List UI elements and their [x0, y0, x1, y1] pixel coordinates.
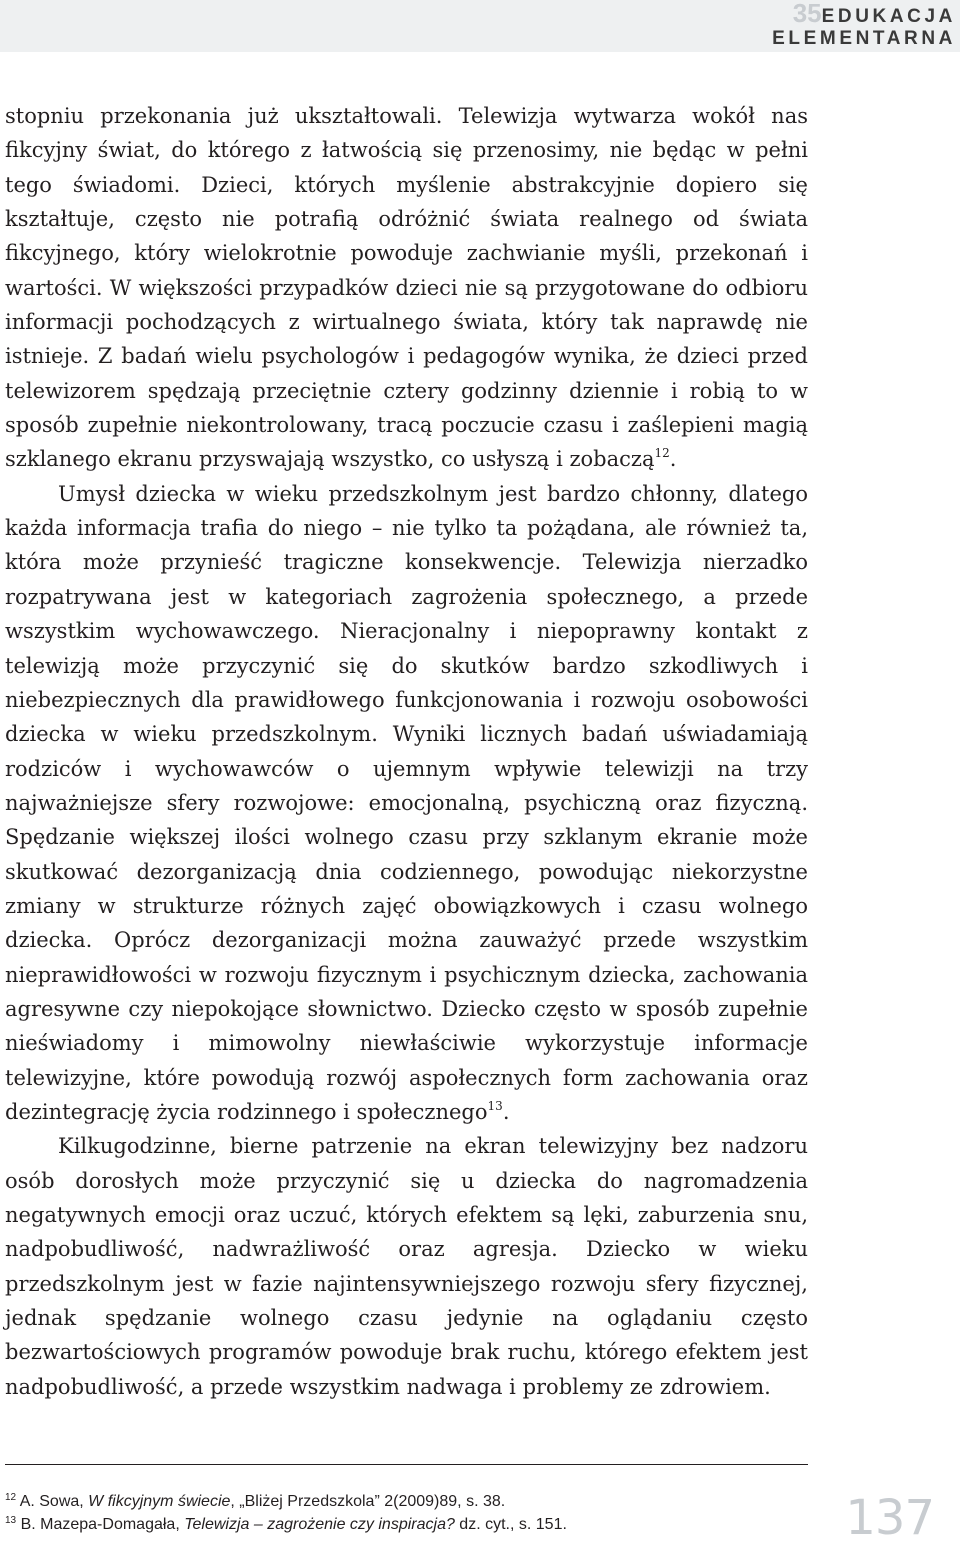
footnote-author: A. Sowa, [16, 1493, 89, 1510]
paragraph-1 [5, 99, 808, 477]
footnote-number: 13 [5, 1515, 17, 1526]
footnote-number: 12 [5, 1492, 17, 1503]
paragraph-2 [5, 477, 808, 1130]
footnote-title: W fikcyjnym świecie [88, 1493, 231, 1510]
journal-title-line2: ELEMENTARNA [772, 28, 956, 49]
footnote-title: Telewizja – zagrożenie czy inspiracja? [184, 1516, 455, 1533]
footnote-source: , „Bliżej Przedszkola” 2(2009)89, s. 38. [230, 1493, 506, 1510]
footnote-divider [5, 1464, 808, 1465]
paragraph-3 [5, 1129, 808, 1404]
footnote-12 [5, 1490, 808, 1513]
journal-title-line1: EDUKACJA [821, 6, 956, 27]
footnote-source: dz. cyt., s. 151. [454, 1516, 567, 1533]
paragraph-3-text: Kilkugodzinne, bierne patrzenie na ekran telewizyjny bez nadzoru osób dorosłych może przyczynić się u dziecka do nagromadzenia negatywnych emocji oraz uczuć, których efektem są lęki, zaburzenia snu, nadpobudliwość, nadwrażliwość oraz agresja. Dziecko w wieku przedszkolnym jest w fazie najintensywniejszego rozwoju sfery fizycznej, jednak spędzanie wolnego czasu jedynie na oglądaniu często bezwartościowych programów powoduje brak ruchu, którego efektem jest nadpobudliwość, a przede wszystkim nadwaga i problemy ze zdrowiem. [5, 1134, 808, 1399]
footnote-ref-13[interactable]: 13 [487, 1098, 503, 1113]
footnote-author: B. Mazepa-Domagała, [16, 1516, 185, 1533]
footnotes [5, 1490, 808, 1536]
paragraph-1-text: stopniu przekonania już ukształtowali. Telewizja wytwarza wokół nas fikcyjny świat, do którego z łatwością się przenosimy, nie będąc w pełni tego świadomi. Dzieci, których myślenie abstrakcyjnie dopiero się kształtuje, często nie potrafią odróżnić świata realnego od świata fikcyjnego, który wielokrotnie powoduje zachwianie myśli, przekonań i wartości. W większości przypadków dzieci nie są przygotowane do odbioru informacji pochodzących z wirtualnego świata, który tak naprawdę nie istnieje. Z badań wielu psychologów i pedagogów wynika, że dzieci przed telewizorem spędzają przeciętnie cztery godzinny dziennie i robią to w sposób zupełnie niekontrolowany, tracą poczucie czasu i zaślepieni magią szklanego ekranu przyswajają wszystko, co usłyszą i zobaczą [5, 104, 808, 472]
journal-number: 35 [792, 0, 822, 28]
paragraph-2-text: Umysł dziecka w wieku przedszkolnym jest bardzo chłonny, dlatego każda informacja trafia do niego – nie tylko ta pożądana, ale również ta, która może przynieść tragiczne konsekwencje. Telewizja nierzadko rozpatrywana jest w kategoriach zagrożenia społecznego, a przede wszystkim wychowawczego. Nieracjonalny i niepoprawny kontakt z telewizją może przyczynić się do skutków bardzo szkodliwych i niebezpiecznych dla prawidłowego funkcjonowania i rozwoju osobowości dziecka w wieku przedszkolnym. Wyniki licznych badań uświadamiają rodziców i wychowawców o ujemnym wpływie telewizji na trzy najważniejsze sfery rozwojowe: emocjonalną, psychiczną oraz fizyczną. Spędzanie większej ilości wolnego czasu przy szklanym ekranie może skutkować dezorganizacją dnia codziennego, powodując niekorzystne zmiany w strukturze różnych zajęć obowiązkowych i czasu wolnego dziecka. Oprócz dezorganizacji można zauważyć przede wszystkim nieprawidłowości w rozwoju fizycznym i psychicznym dziecka, zachowania agresywne czy niepokojące słownictwo. Dziecko często w sposób zupełnie nieświadomy i mimowolny niewłaściwie wykorzystuje informacje telewizyjne, które powodują rozwój aspołecznych form zachowania oraz dezintegrację życia rodzinnego i społecznego [5, 481, 808, 1124]
paragraph-2-end: . [502, 1099, 510, 1124]
body-text [5, 99, 808, 1404]
page-number: 137 [845, 1490, 934, 1546]
footnote-ref-12[interactable]: 12 [654, 446, 670, 461]
journal-title [756, 2, 956, 50]
footnote-13 [5, 1513, 808, 1536]
paragraph-1-end: . [669, 447, 677, 472]
